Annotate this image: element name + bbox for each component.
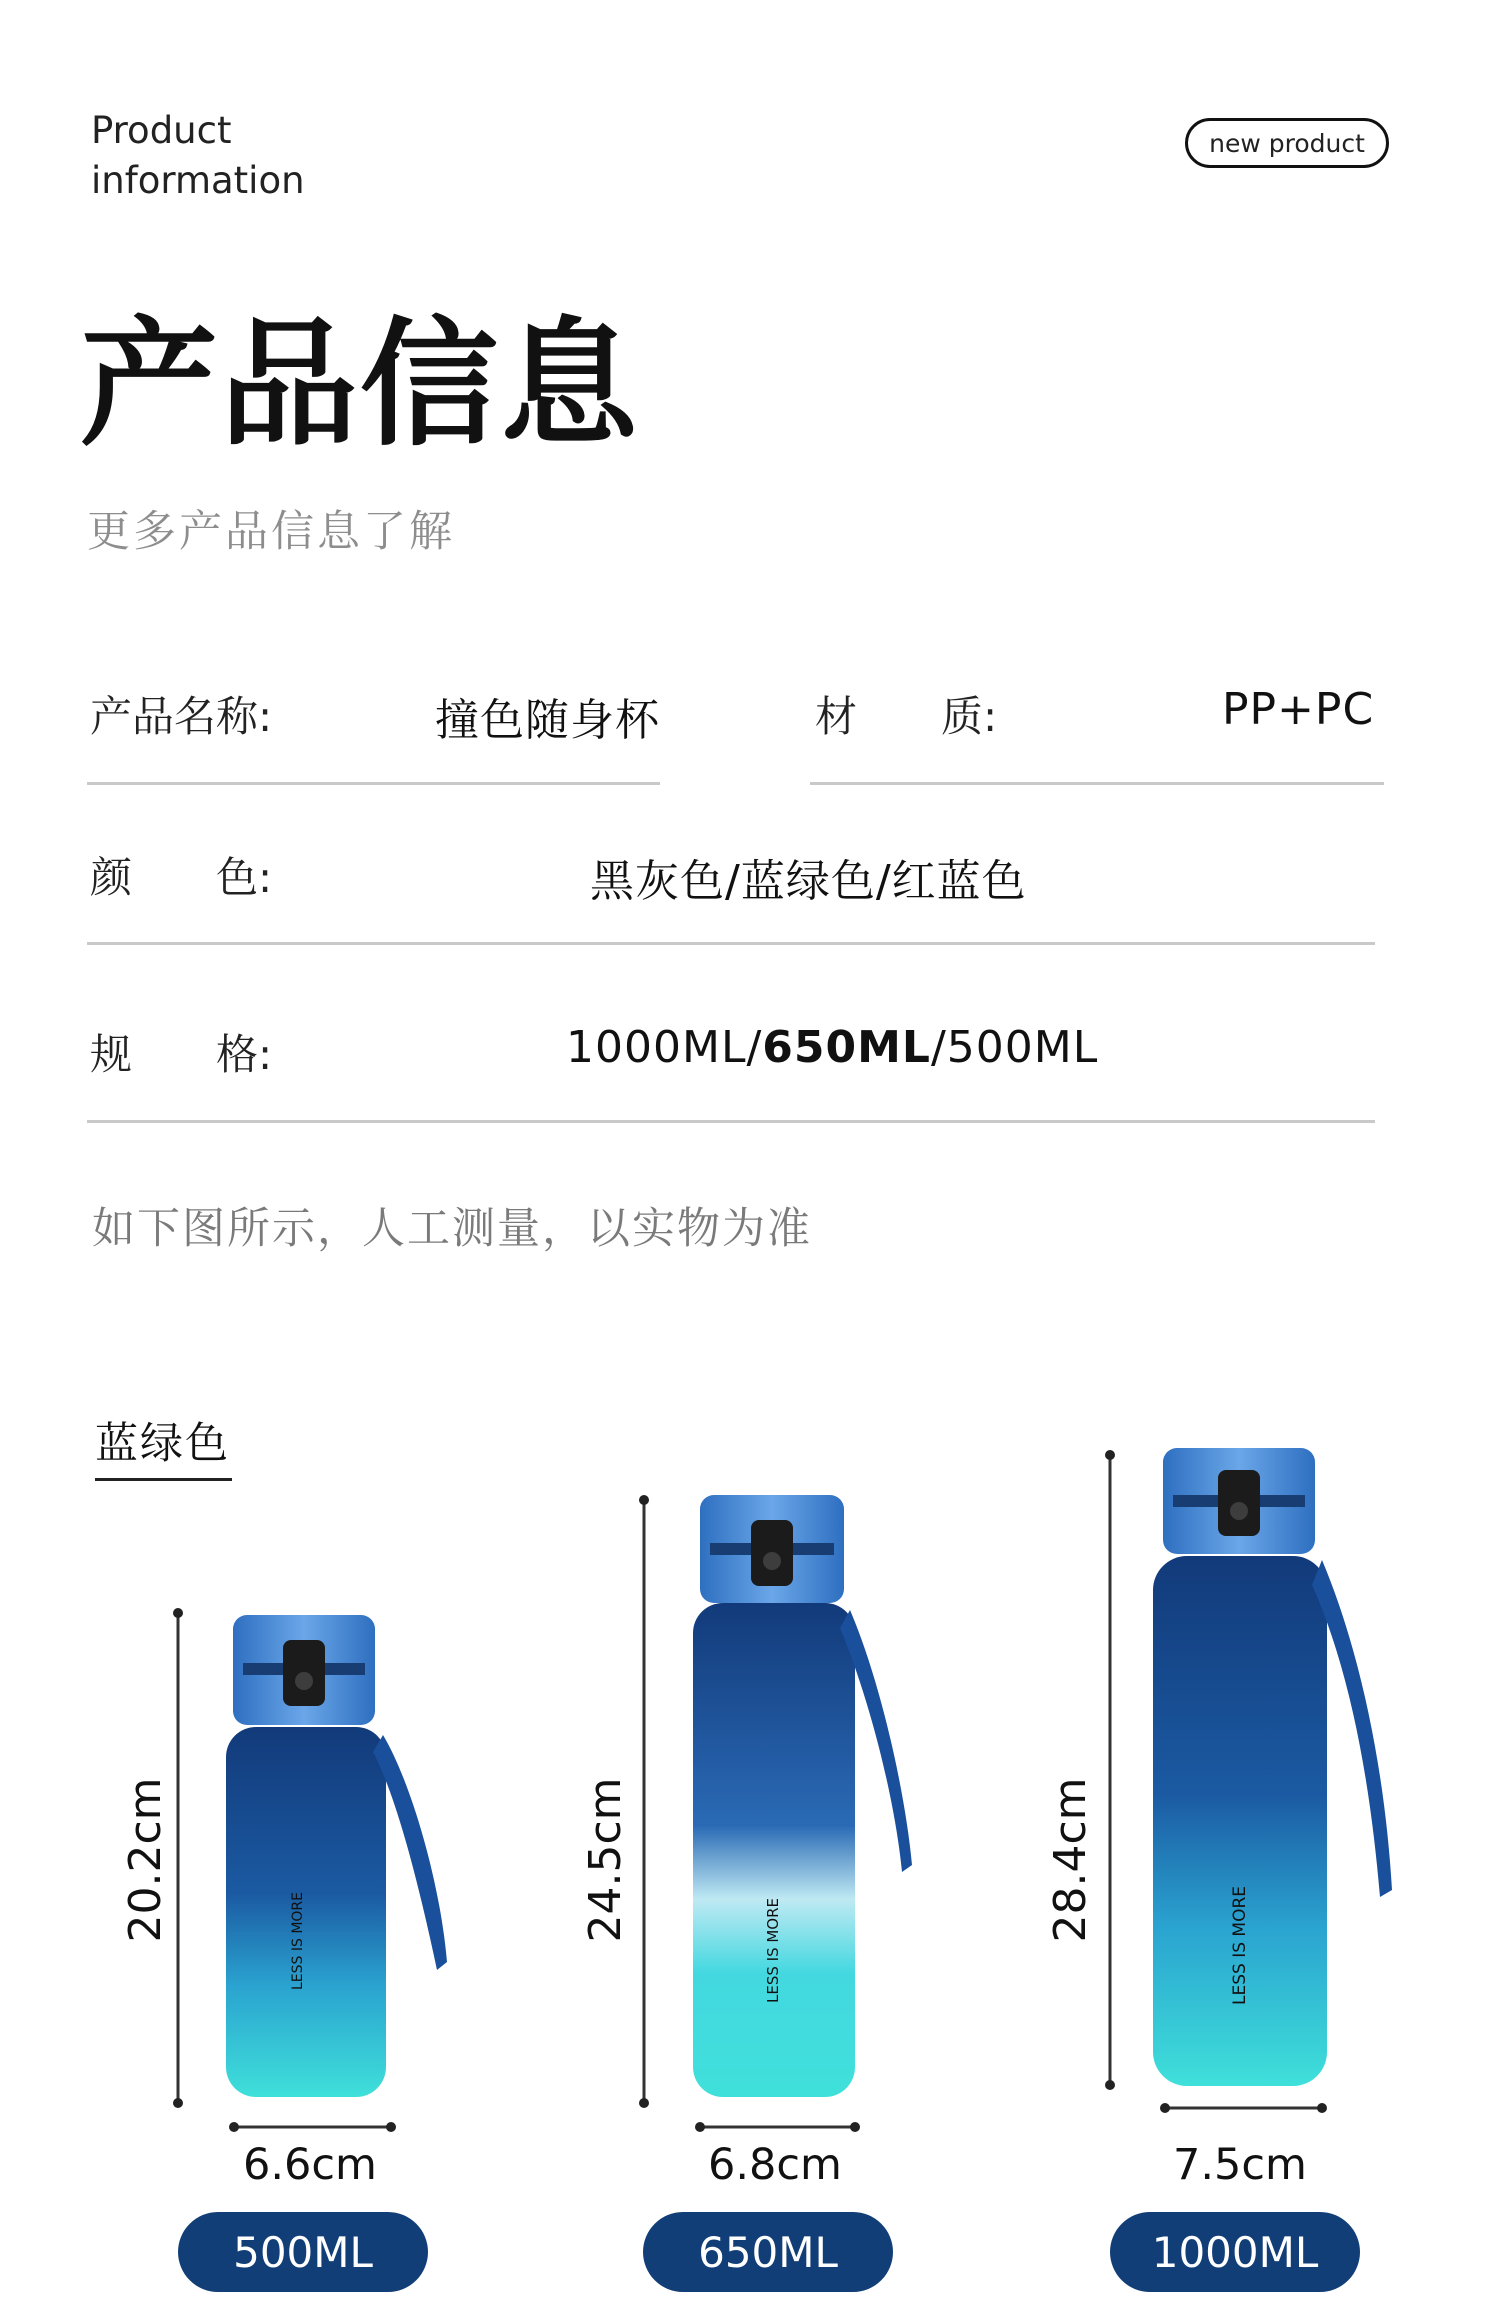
bottle-print: LESS IS MORE (1230, 1885, 1250, 2005)
size-value-part: 1000ML/ (566, 1022, 763, 1073)
bottle-500ml (120, 1608, 447, 2132)
bottle-height-label: 28.4cm (1045, 1777, 1096, 1943)
bottle-1000ml (1045, 1448, 1392, 2113)
product-name-label: 产品名称: (90, 692, 273, 741)
color-label: 颜 色: (90, 853, 273, 902)
page-subtitle: 更多产品信息了解 (87, 507, 455, 557)
size-label: 规 格: (90, 1030, 273, 1079)
bottle-print: LESS IS MORE (290, 1891, 306, 1990)
material-label: 材 质: (815, 692, 998, 741)
material-value: PP+PC (1222, 684, 1375, 735)
capacity-badge-500ml: 500ML (178, 2212, 428, 2292)
english-heading-line1: Product (91, 109, 232, 152)
product-name-value: 撞色随身杯 (435, 695, 660, 746)
bottle-height-label: 20.2cm (120, 1777, 171, 1943)
bottle-width-label: 6.8cm (708, 2140, 842, 2190)
size-value-part: /500ML (930, 1022, 1099, 1073)
bottle-height-label: 24.5cm (580, 1777, 631, 1943)
capacity-badge-1000ml: 1000ML (1110, 2212, 1360, 2292)
bottle-width-label: 6.6cm (243, 2140, 377, 2190)
english-heading-line2: information (91, 159, 305, 202)
page-title: 产品信息 (80, 304, 641, 465)
bottle-650ml (580, 1495, 912, 2132)
new-product-badge: new product (1185, 118, 1389, 168)
colorway-label: 蓝绿色 (95, 1419, 230, 1469)
color-value: 黑灰色/蓝绿色/红蓝色 (590, 856, 1027, 907)
capacity-badge-650ml: 650ML (643, 2212, 893, 2292)
size-value-bold: 650ML (762, 1022, 931, 1073)
measurement-note: 如下图所示，人工测量，以实物为准 (92, 1204, 812, 1254)
bottle-print: LESS IS MORE (764, 1897, 782, 2003)
bottle-width-label: 7.5cm (1173, 2140, 1307, 2190)
